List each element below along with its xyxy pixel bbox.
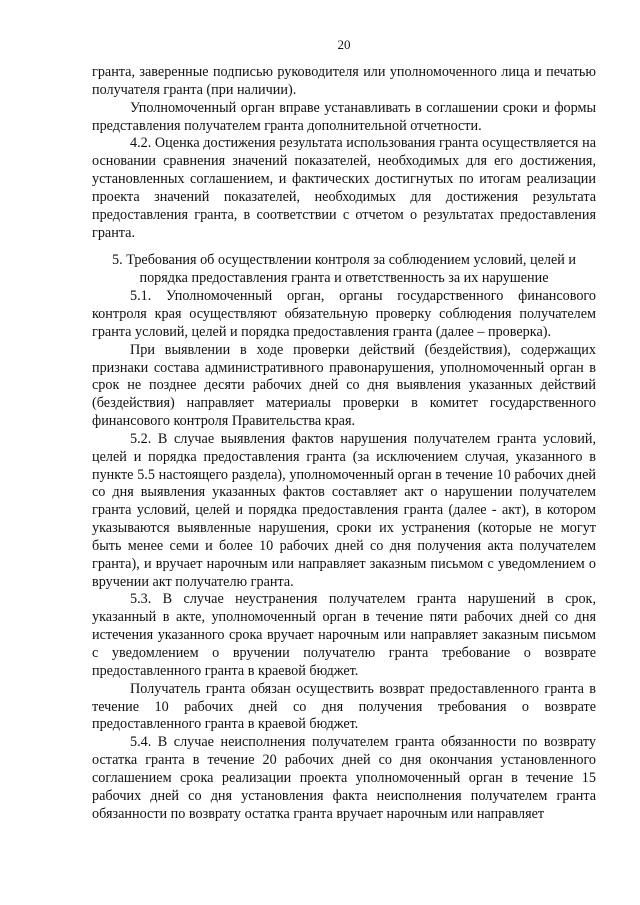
paragraph-refund-obligation: Получатель гранта обязан осуществить возврат предоставленного гранта в течение 10 рабочих дней со дня получения требования о возврате предоставленного гранта в краевой бюджет. [92, 680, 596, 733]
paragraph-5-4: 5.4. В случае неисполнения получателем гранта обязанности по возврату остатка гранта в течение 20 рабочих дней со дня окончания установленного соглашением срока реализации проекта уполномоченный орган в течение 15 рабочих дней со дня установления факта неисполнения получателем гранта обязанности по возврату остатка гранта вручает нарочным или направляет [92, 734, 596, 822]
section-heading: 5. Требования об осуществлении контроля за соблюдением условий, целей и порядка предоставления гранта и ответственность за их нарушение [112, 252, 576, 287]
paragraph-reporting: Уполномоченный орган вправе устанавливать в соглашении сроки и формы представления получателем гранта дополнительной отчетности. [92, 99, 596, 134]
document-page [92, 36, 596, 823]
paragraph-violation-detection: При выявлении в ходе проверки действий (бездействия), содержащих признаки состава административного правонарушения, уполномоченный орган в срок не позднее десяти рабочих дней со дня выявления указанных действий (бездействия) направляет материалы проверки в комитет государственного финансового контроля Правительства края. [92, 341, 596, 430]
paragraph-5-1: 5.1. Уполномоченный орган, органы государственного финансового контроля края осуществляют обязательную проверку соблюдения получателем гранта условий, целей и порядка предоставления гранта (далее – проверка). [92, 288, 596, 340]
paragraph-continuation: гранта, заверенные подписью руководителя или уполномоченного лица и печатью получателя гранта (при наличии). [92, 64, 596, 98]
paragraph-5-3: 5.3. В случае неустранения получателем гранта нарушений в срок, указанный в акте, уполномоченный орган в течение пяти рабочих дней со дня истечения указанного срока вручает нарочным или направляет заказным письмом с уведомлением о вручении получателю гранта требование о возврате предоставленного гранта в краевой бюджет. [92, 591, 596, 679]
paragraph-4-2: 4.2. Оценка достижения результата использования гранта осуществляется на основании сравнения значений показателей, необходимых для его достижения, установленных соглашением, и фактических достигнутых по итогам реализации проекта значений показателей, необходимых для достижения результата предоставления гранта, в соответствии с отчетом о результатах предоставления гранта. [92, 135, 596, 241]
paragraph-5-2: 5.2. В случае выявления фактов нарушения получателем гранта условий, целей и порядка предоставления гранта (за исключением случая, указанного в пункте 5.5 настоящего раздела), уполномоченный орган в течение 10 рабочих дней со дня выявления указанных фактов составляет акт о нарушении получателем гранта условий, целей и порядка предоставления гранта (далее - акт), в котором указываются выявленные нарушения, сроки их устранения (которые не могут быть менее семи и более 10 рабочих дней со дня получения акта получателем гранта), и вручает нарочным или направляет заказным письмом с уведомлением о вручении акт получателю гранта. [92, 430, 596, 590]
page-number: 20 [337, 37, 351, 52]
